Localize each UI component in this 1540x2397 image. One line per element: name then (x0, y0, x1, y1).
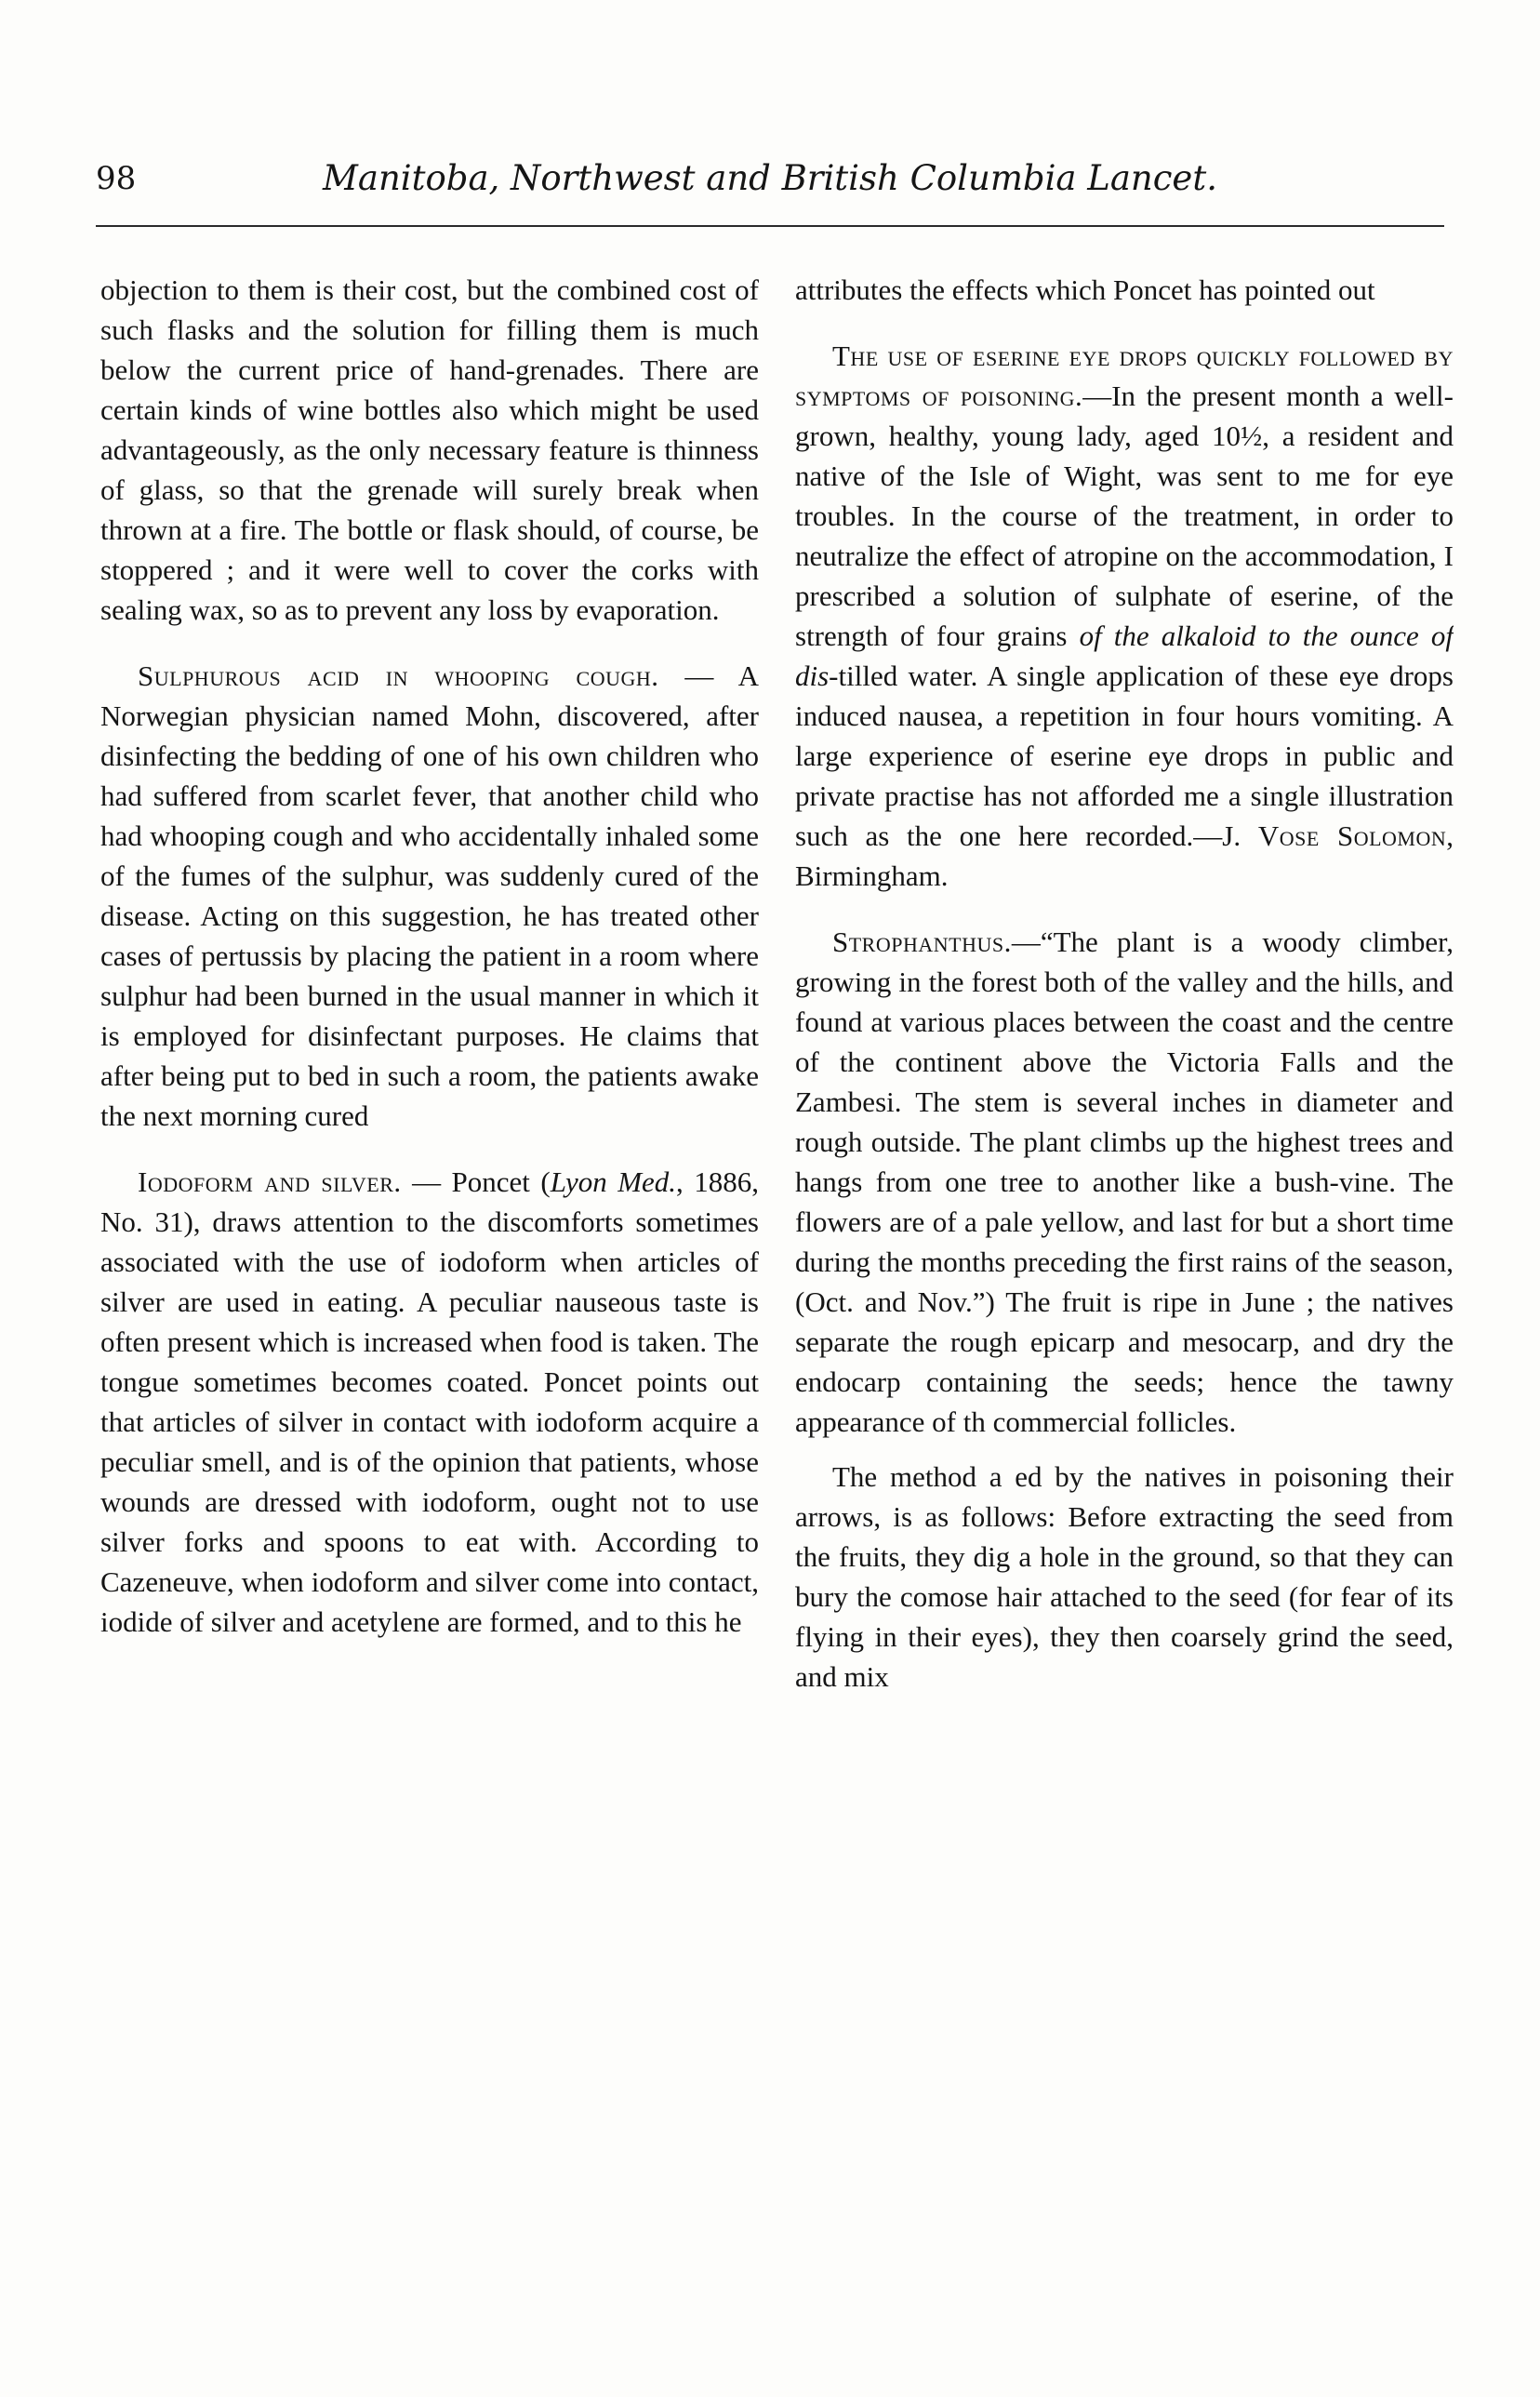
right-column (795, 270, 1454, 2316)
page-number: 98 (96, 160, 137, 197)
article-iodoform-silver (100, 1162, 759, 1642)
article-body: tilled water. A single application of these eye drops induced nausea, a repetition in four hours vomiting. A large experience of eserine eye drops in public and private practise has not afforded me a single illustration such as the one here recorded.—J. (795, 659, 1454, 852)
article-heading: Strophanthus. (832, 926, 1012, 958)
citation-journal: Lyon Med. (550, 1165, 677, 1198)
article-heading: Iodoform and silver. (138, 1165, 402, 1198)
article-body: —“The plant is a woody climber, growing in the forest both of the valley and the hills, and found at various places between the coast and the centre of the continent above the Victoria Falls and the Zambesi. The stem is several inches in diameter and rough outside. The plant climbs up the highest trees and hangs from one tree to another like a bush-vine. The flowers are of a pale yellow, and last for but a short time during the months preceding the first rains of the season, (Oct. and Nov.”) The fruit is ripe in June ; the natives separate the rough epicarp and mesocarp, and dry the endocarp containing the seeds; hence the tawny appearance of th commercial follicles. (795, 926, 1454, 1438)
article-author: Vose Solomon (1257, 819, 1447, 852)
paragraph-poncet-continuation: attributes the effects which Poncet has pointed out (795, 273, 1375, 306)
header-rule (96, 225, 1444, 227)
article-body: —In the present month a well-grown, healthy, young lady, aged 10½, a resident and native of the Isle of Wight, was sent to me for eye troubles. In the course of the treatment, in order to neutralize the effect of atropine on the accommodation, I prescribed a solution of sulphate of eserine, of the strength of four grains (795, 380, 1454, 652)
italic-phrase: of the alkaloid to the ounce of dis- (795, 619, 1454, 692)
page-header (96, 156, 1444, 201)
left-column (100, 270, 759, 2316)
paragraph-cost-continuation: objection to them is their cost, but the combined cost of such flasks and the solution for filling them is much below the current price of hand-grenades. There are certain kinds of wine bottles also which might be used advantageously, as the only necessary feature is thinness of glass, so that the grenade will surely break when thrown at a fire. The bottle or flask should, of course, be stoppered ; and it were well to cover the corks with sealing wax, so as to prevent any loss by evaporation. (100, 273, 759, 626)
article-eserine-eye-drops (795, 336, 1454, 896)
paragraph-arrow-poison-method: The method a ed by the natives in poisoning their arrows, is as follows: Before extracting the seed from the fruits, they dig a hole in the ground, so that they can bury the comose hair attached to the seed (for fear of its flying in their eyes), they then coarsely grind the seed, and mix (795, 1460, 1454, 1693)
article-strophanthus (795, 922, 1454, 1442)
running-title: Manitoba, Northwest and British Columbia Lancet. (323, 158, 1217, 198)
article-place: , Birmingham. (795, 819, 1454, 892)
article-body: — Poncet ( (401, 1165, 551, 1198)
article-body: — A Norwegian physician named Mohn, discovered, after disinfecting the bedding of one of his own children who had suffered from scarlet fever, that another child who had whooping cough and who accidentally inhaled some of the fumes of the sulphur, was suddenly cured of the disease. Acting on this suggestion, he has treated other cases of pertussis by placing the patient in a room where sulphur had been burned in the usual manner in which it is employed for disinfectant purposes. He claims that after being put to bed in such a room, the patients awake the next morning cured (100, 659, 759, 1132)
article-heading: Sulphurous acid in whooping cough. (138, 659, 659, 692)
article-body: , 1886, No. 31), draws attention to the discomforts sometimes associated with the use of iodoform when articles of silver are used in eating. A peculiar nauseous taste is often present which is increased when food is taken. The tongue sometimes becomes coated. Poncet points out that articles of silver in contact with iodoform acquire a peculiar smell, and is of the opinion that patients, whose wounds are dressed with iodoform, ought not to use silver forks and spoons to eat with. According to Cazeneuve, when iodoform and silver come into contact, iodide of silver and acetylene are formed, and to this he (100, 1165, 759, 1638)
article-sulphurous-acid (100, 656, 759, 1136)
article-heading: The use of eserine eye drops quickly followed by symptoms of poisoning. (795, 340, 1454, 412)
